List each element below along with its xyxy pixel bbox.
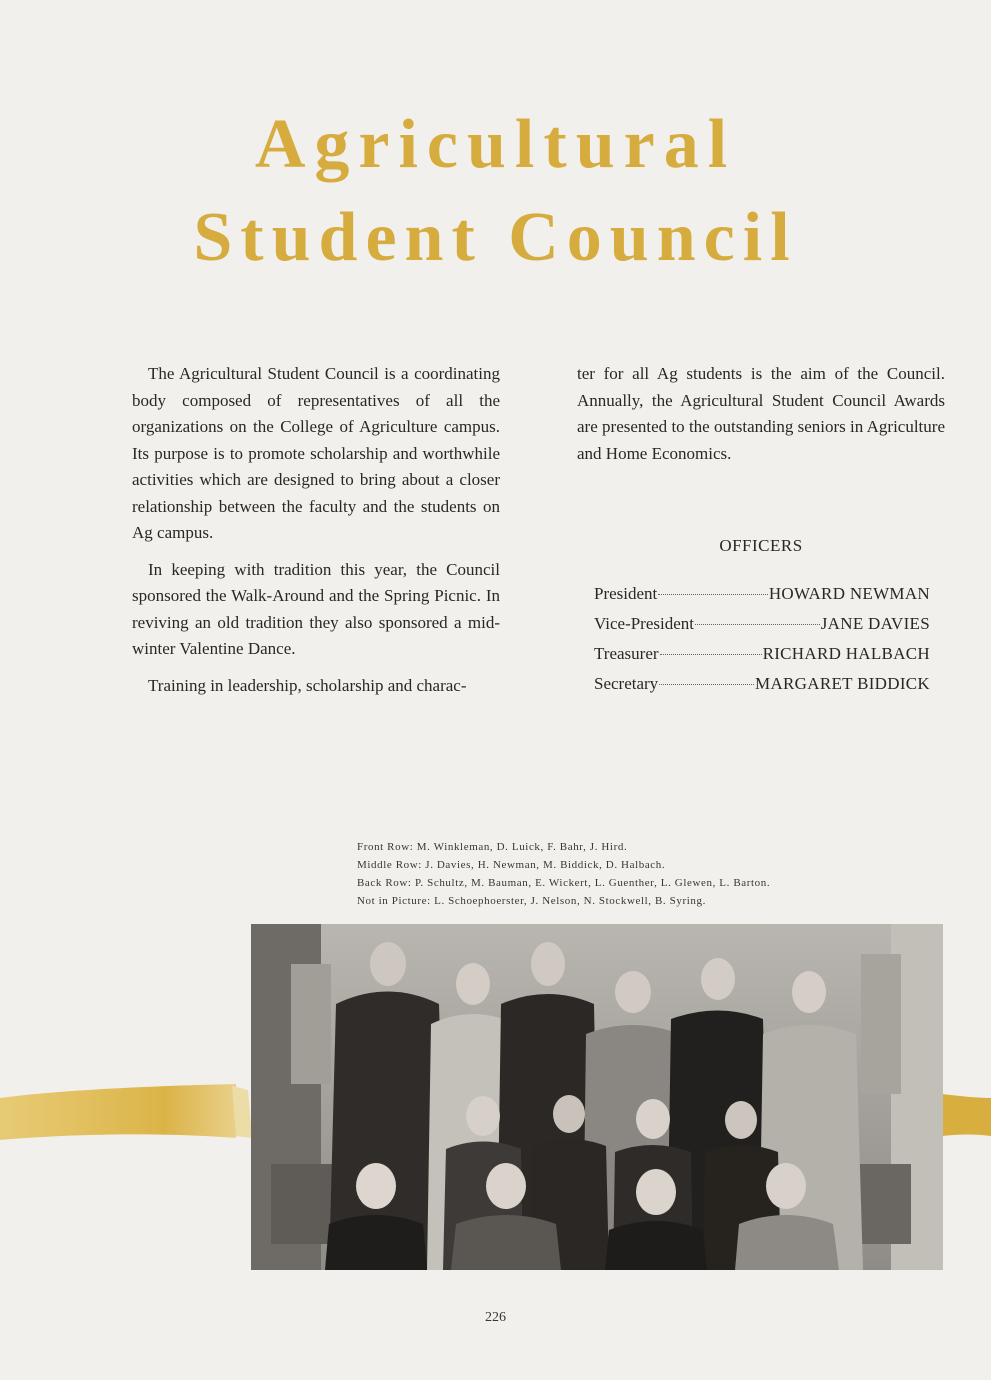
dot-leader bbox=[658, 594, 768, 595]
dot-leader bbox=[660, 654, 762, 655]
dot-leader bbox=[659, 684, 754, 685]
gold-ribbon-left bbox=[0, 1082, 252, 1142]
body-paragraph: The Agricultural Student Council is a coordinating body composed of representatives of all the organizations on the College of Agriculture campus. Its purpose is to promote scholarship and worthwhile activities which are designed to bring about a closer relationship between the faculty and the students on Ag campus. bbox=[132, 364, 500, 542]
body-paragraph: Training in leadership, scholarship and charac- bbox=[148, 675, 467, 695]
dot-leader bbox=[695, 624, 820, 625]
page-title-line-2: Student Council bbox=[193, 199, 798, 276]
group-photo bbox=[251, 924, 943, 1270]
officer-name: RICHARD HALBACH bbox=[762, 644, 930, 663]
officer-row bbox=[594, 614, 930, 644]
caption-middle-row: Middle Row: J. Davies, H. Newman, M. Biddick, D. Halbach. bbox=[357, 859, 666, 871]
body-column-right bbox=[577, 361, 945, 477]
officer-name: MARGARET BIDDICK bbox=[755, 674, 930, 693]
officer-row bbox=[594, 674, 930, 704]
officers-list bbox=[594, 584, 930, 704]
officers-heading: OFFICERS bbox=[719, 536, 803, 555]
body-column-left bbox=[132, 361, 500, 709]
body-paragraph: ter for all Ag students is the aim of the Council. Annually, the Agricultural Student Council Awards are presented to the outstanding seniors in Agriculture and Home Economics. bbox=[577, 364, 945, 463]
officer-role: Vice-President bbox=[594, 614, 694, 633]
caption-front-row: Front Row: M. Winkleman, D. Luick, F. Bahr, J. Hird. bbox=[357, 841, 628, 853]
officer-name: JANE DAVIES bbox=[820, 614, 930, 633]
page-title-line-1: Agricultural bbox=[254, 106, 737, 183]
gold-ribbon-right bbox=[942, 1092, 991, 1138]
officer-row bbox=[594, 644, 930, 674]
group-photo-illustration bbox=[251, 924, 943, 1270]
officer-role: President bbox=[594, 584, 658, 603]
caption-not-in-picture: Not in Picture: L. Schoephoerster, J. Nelson, N. Stockwell, B. Syring. bbox=[357, 895, 706, 907]
photo-caption bbox=[357, 838, 770, 910]
officer-row bbox=[594, 584, 930, 614]
page-number: 226 bbox=[485, 1310, 506, 1325]
officer-role: Treasurer bbox=[594, 644, 659, 663]
caption-back-row: Back Row: P. Schultz, M. Bauman, E. Wickert, L. Guenther, L. Glewen, L. Barton. bbox=[357, 877, 771, 889]
officer-name: HOWARD NEWMAN bbox=[768, 584, 930, 603]
officer-role: Secretary bbox=[594, 674, 659, 693]
body-paragraph: In keeping with tradition this year, the Council sponsored the Walk-Around and the Spring Picnic. In reviving an old tradition they also sponsored a mid-winter Valentine Dance. bbox=[132, 559, 500, 658]
